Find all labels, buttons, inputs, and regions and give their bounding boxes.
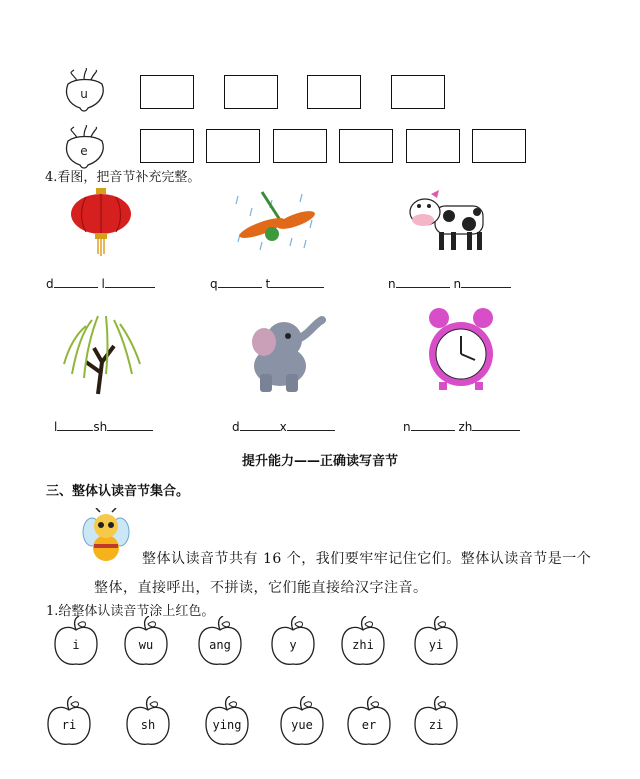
apple-syllable-label: ang (209, 638, 231, 652)
bee-icon (80, 508, 132, 564)
answer-box[interactable] (273, 129, 327, 163)
answer-box[interactable] (224, 75, 278, 109)
apple-syllable[interactable] (340, 616, 386, 668)
radish-icon (60, 125, 110, 171)
willow-tree-icon (62, 312, 142, 396)
apple-syllable-label: ying (212, 718, 242, 732)
answer-box[interactable] (206, 129, 260, 163)
apple-syllable[interactable] (413, 616, 459, 668)
apple-syllable-label: er (361, 718, 377, 732)
center-title: 提升能力——正确读写音节 (241, 454, 398, 469)
apple-syllable[interactable] (125, 696, 171, 748)
apple-syllable-label: y (289, 638, 297, 652)
answer-box[interactable] (339, 129, 393, 163)
fill-in[interactable]: l sh (54, 420, 153, 434)
radish-letter: u (80, 87, 88, 101)
apple-syllable-label: sh (140, 718, 156, 732)
apple-syllable-label: i (72, 638, 80, 652)
apple-syllable-label: wu (138, 638, 154, 652)
radish-icon (60, 68, 110, 114)
answer-box[interactable] (140, 75, 194, 109)
apple-syllable-label: zhi (352, 638, 374, 652)
apple-syllable[interactable] (270, 616, 316, 668)
paragraph-line-1: 整体认读音节共有 16 个，我们要牢牢记住它们。整体认读音节是一个 (142, 551, 592, 567)
fill-in[interactable]: d l (46, 277, 155, 291)
apple-syllable[interactable] (204, 696, 250, 748)
cow-icon (405, 188, 487, 258)
fill-in[interactable]: n zh (403, 420, 520, 434)
paragraph-line-2: 整体，直接呼出，不拼读，它们能直接给汉字注音。 (94, 580, 428, 596)
apple-syllable[interactable] (46, 696, 92, 748)
answer-box[interactable] (391, 75, 445, 109)
lantern-icon (70, 188, 132, 256)
apple-syllable-label: zi (428, 718, 444, 732)
fill-in[interactable]: n n (388, 277, 511, 291)
section4-title: 4.看图，把音节补充完整。 (45, 170, 201, 185)
apple-syllable[interactable] (346, 696, 392, 748)
apple-syllable[interactable] (413, 696, 459, 748)
section3-title: 三、整体认读音节集合。 (46, 484, 190, 499)
answer-box[interactable] (140, 129, 194, 163)
apple-syllable-label: yi (428, 638, 444, 652)
apple-syllable-label: ri (61, 718, 77, 732)
exercise1-title: 1.给整体认读音节涂上红色。 (46, 604, 215, 619)
alarm-clock-icon (425, 306, 497, 392)
answer-box[interactable] (307, 75, 361, 109)
fill-in[interactable]: q t (210, 277, 324, 291)
radish-letter: e (80, 144, 88, 158)
apple-syllable[interactable] (53, 616, 99, 668)
apple-syllable[interactable] (279, 696, 325, 748)
apple-syllable[interactable] (197, 616, 243, 668)
apple-syllable[interactable] (123, 616, 169, 668)
apple-syllable-label: yue (291, 718, 313, 732)
answer-box[interactable] (406, 129, 460, 163)
dragonfly-icon (232, 190, 318, 252)
fill-in[interactable]: d x (232, 420, 335, 434)
answer-box[interactable] (472, 129, 526, 163)
elephant-icon (234, 314, 326, 396)
